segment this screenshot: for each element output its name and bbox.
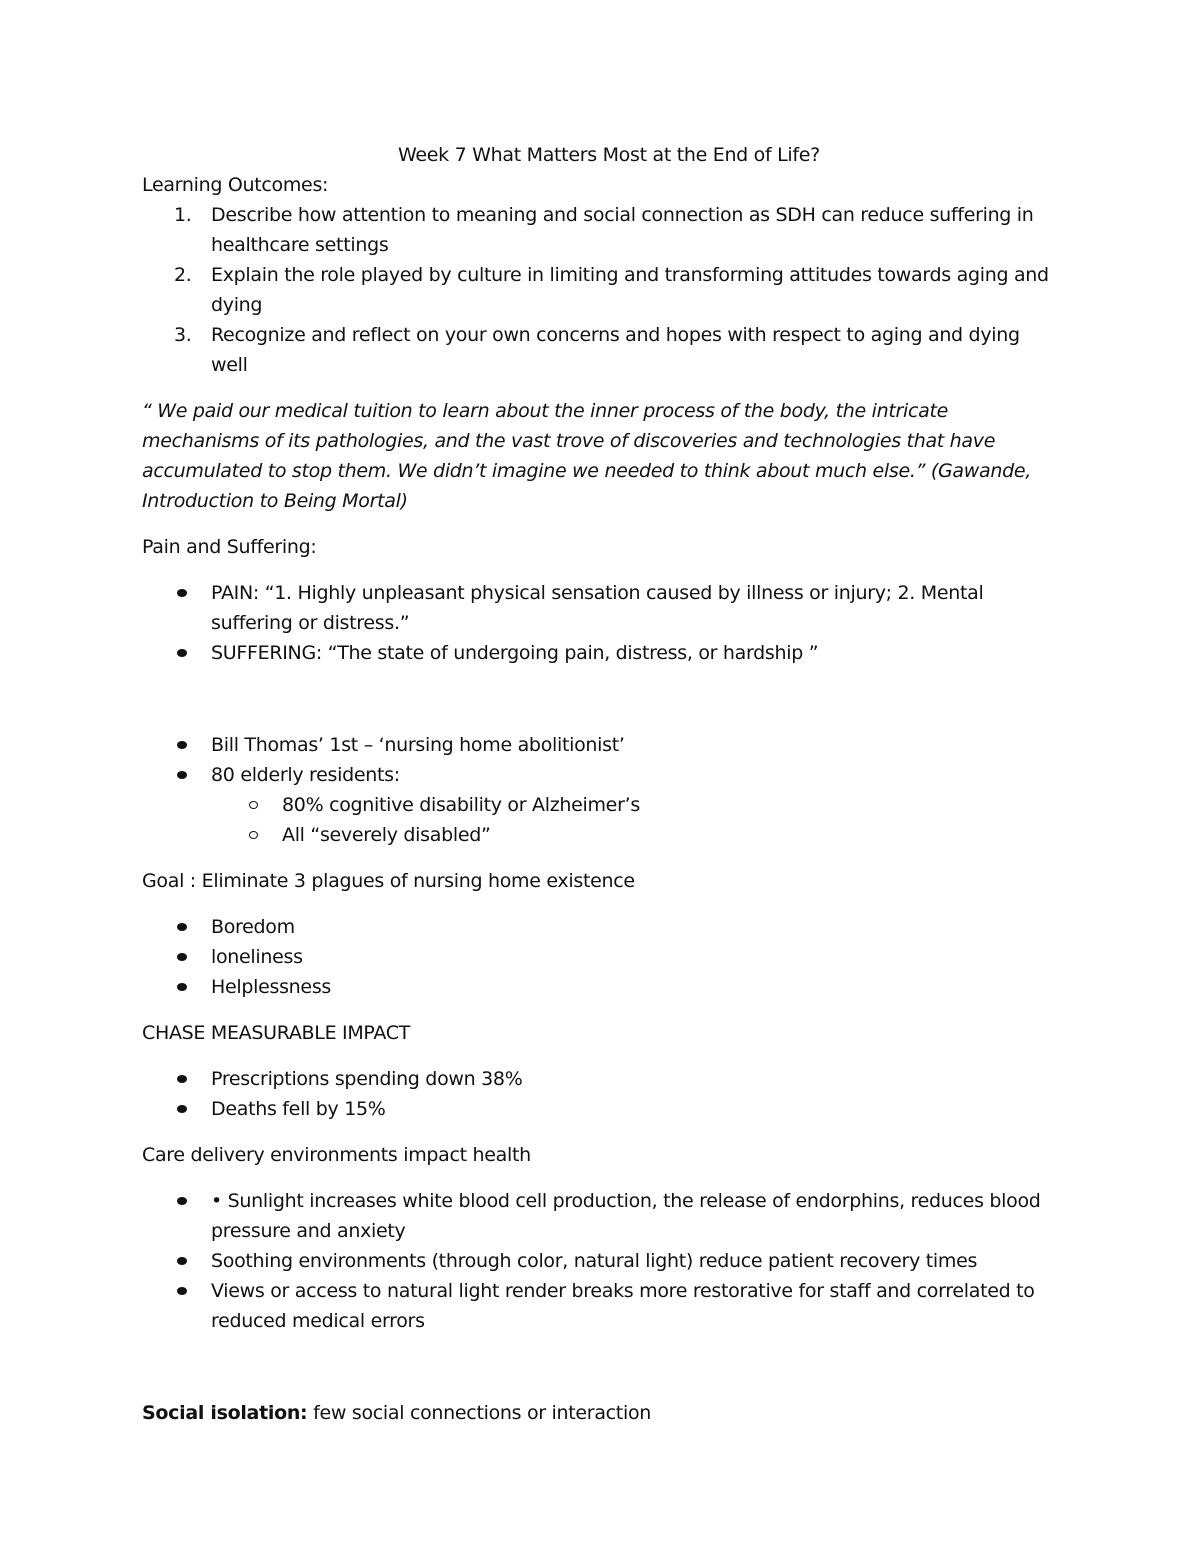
bullet-icon xyxy=(177,649,187,657)
outcome-text: Recognize and reflect on your own concerns and hopes with respect to aging and dying well xyxy=(211,324,1020,376)
bullet-icon xyxy=(177,1287,187,1295)
outcome-text: Describe how attention to meaning and social connection as SDH can reduce suffering in healthcare settings xyxy=(211,204,1034,256)
outcome-number: 1. xyxy=(174,204,192,226)
care-list xyxy=(142,1186,1062,1336)
goal-list xyxy=(142,912,1062,1002)
hollow-bullet-icon xyxy=(249,831,258,839)
bullet-icon xyxy=(177,1075,187,1083)
impact-heading: CHASE MEASURABLE IMPACT xyxy=(142,1022,410,1044)
bullet-icon xyxy=(177,1257,187,1265)
social-isolation-term: Social isolation: xyxy=(142,1402,308,1424)
learning-outcomes-list xyxy=(142,200,1062,380)
pain-suffering-list xyxy=(142,578,1062,668)
bullet-icon xyxy=(177,953,187,961)
outcome-number: 2. xyxy=(174,264,192,286)
list-item: Views or access to natural light render breaks more restorative for staff and correlated to reduced medical errors xyxy=(142,1276,1062,1336)
list-item: PAIN: “1. Highly unpleasant physical sensation caused by illness or injury; 2. Mental suffering or distress.” xyxy=(142,578,1062,638)
outcome-item xyxy=(142,260,1062,320)
list-item: Deaths fell by 15% xyxy=(142,1094,1062,1124)
list-item: Bill Thomas’ 1st – ‘nursing home abolitionist’ xyxy=(142,730,1062,760)
list-item: Boredom xyxy=(142,912,1062,942)
hollow-bullet-icon xyxy=(249,801,258,809)
sub-list-item: All “severely disabled” xyxy=(142,820,1062,850)
bullet-icon xyxy=(177,741,187,749)
bullet-icon xyxy=(177,589,187,597)
pain-suffering-heading: Pain and Suffering: xyxy=(142,536,317,558)
list-item: 80 elderly residents: xyxy=(142,760,1062,790)
list-item: Soothing environments (through color, natural light) reduce patient recovery times xyxy=(142,1246,1062,1276)
list-item: • Sunlight increases white blood cell production, the release of endorphins, reduces blood pressure and anxiety xyxy=(142,1186,1062,1246)
list-item: loneliness xyxy=(142,942,1062,972)
social-isolation-line xyxy=(142,1398,1062,1428)
document-title: Week 7 What Matters Most at the End of Life? xyxy=(398,144,820,166)
social-isolation-definition: few social connections or interaction xyxy=(307,1402,652,1424)
residents-sublist xyxy=(142,790,1062,850)
document-page xyxy=(142,140,1062,1428)
impact-list xyxy=(142,1064,1062,1124)
outcome-number: 3. xyxy=(174,324,192,346)
bullet-icon xyxy=(177,1105,187,1113)
bullet-icon xyxy=(177,923,187,931)
outcome-item xyxy=(142,320,1062,380)
list-item: Prescriptions spending down 38% xyxy=(142,1064,1062,1094)
list-item: SUFFERING: “The state of undergoing pain, distress, or hardship ” xyxy=(142,638,1062,668)
outcome-item xyxy=(142,200,1062,260)
bill-thomas-list xyxy=(142,730,1062,790)
care-heading: Care delivery environments impact health xyxy=(142,1144,531,1166)
bullet-icon xyxy=(177,771,187,779)
sub-list-item: 80% cognitive disability or Alzheimer’s xyxy=(142,790,1062,820)
learning-outcomes-heading: Learning Outcomes: xyxy=(142,174,329,196)
goal-heading: Goal : Eliminate 3 plagues of nursing home existence xyxy=(142,870,635,892)
bullet-icon xyxy=(177,983,187,991)
outcome-text: Explain the role played by culture in limiting and transforming attitudes towards aging and dying xyxy=(211,264,1049,316)
gawande-quote: “ We paid our medical tuition to learn about the inner process of the body, the intricate mechanisms of its pathologies, and the vast trove of discoveries and technologies that have accumulated to stop them. We didn’t imagine we needed to think about much else.” (Gawande, Introduction to Being Mortal) xyxy=(142,400,1031,512)
list-item: Helplessness xyxy=(142,972,1062,1002)
bullet-icon xyxy=(177,1197,187,1205)
